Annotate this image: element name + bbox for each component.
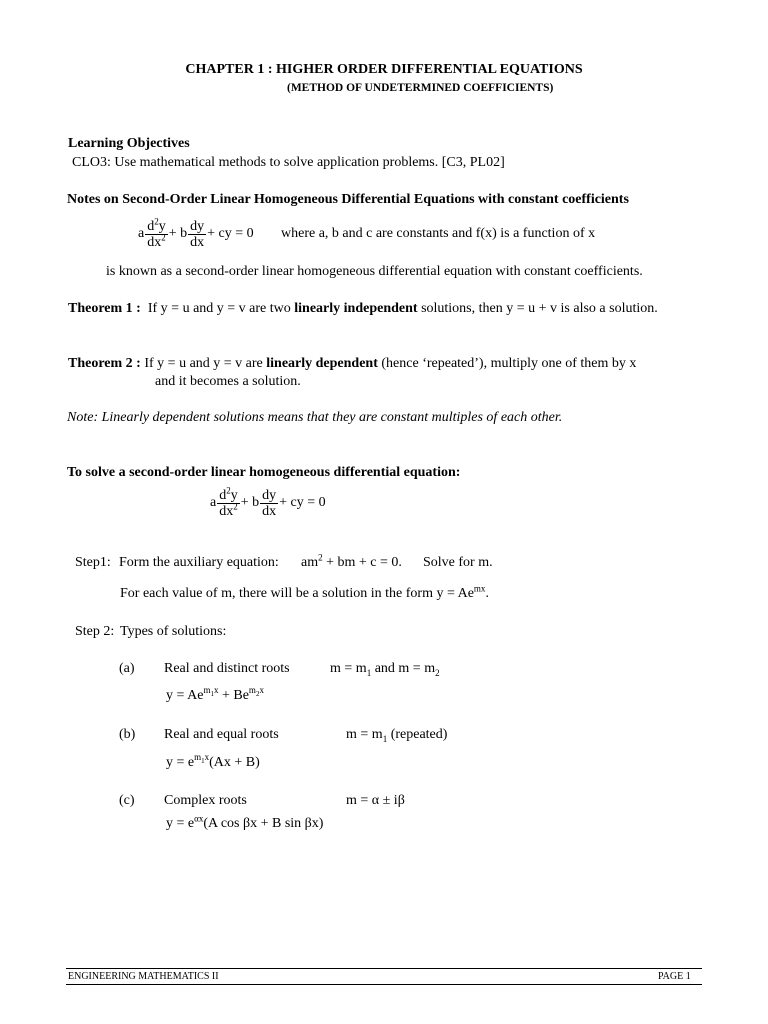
theorem-1 (68, 300, 700, 318)
note-text: Note: Linearly dependent solutions means that they are constant multiples of each other. (67, 410, 563, 425)
case-b-solution: $y = e^{m_1x}(Ax + B)$ (166, 752, 260, 770)
case-b-desc: Real and equal roots (164, 727, 279, 742)
theorem-1-post: solutions, then y = u + v is also a solution. (417, 301, 658, 316)
case-b-condition: $m = m_1$ (repeated) (346, 727, 448, 744)
step1-line2: For each value of m, there will be a solution in the form $y = Ae^{mx}$. (120, 583, 489, 601)
case-a-condition: $m = m_1$ and $m = m_2$ (330, 661, 440, 678)
step2-text: Types of solutions: (120, 624, 227, 639)
objectives-clo: CLO3: Use mathematical methods to solve application problems. [C3, PL02] (72, 155, 505, 170)
ode-equation: a $\frac{d^2y}{dx^2}$ + b $\frac{dy}{dx}$ + cy = 0 (138, 215, 254, 250)
theorem-2 (68, 356, 636, 372)
case-a-desc: Real and distinct roots (164, 661, 290, 676)
footer-rule-top (66, 968, 702, 969)
step2-label: Step 2: (75, 624, 115, 639)
case-c-condition: m = α ± iβ (346, 793, 405, 808)
footer-left: ENGINEERING MATHEMATICS II (68, 971, 219, 982)
step1-label: Step1: (75, 555, 111, 570)
theorem-1-label: Theorem 1 : (68, 301, 141, 316)
page-subtitle: (METHOD OF UNDETERMINED COEFFICIENTS) (287, 82, 554, 94)
footer-rule-bottom (66, 984, 702, 985)
case-a-solution: $y = Ae^{m_1x} + Be^{m_2x}$ (166, 685, 264, 703)
theorem-1-pre: If y = u and y = v are two (147, 301, 295, 316)
known-as-text: is known as a second-order linear homogeneous differential equation with constant coefficients. (106, 264, 643, 279)
theorem-2-line2: and it becomes a solution. (155, 374, 301, 389)
theorem-2-label: Theorem 2 : (68, 356, 141, 371)
auxiliary-equation: $am^2$ + bm + c = 0. (301, 552, 402, 570)
theorem-2-emph: linearly dependent (266, 356, 378, 371)
theorem-2-pre: If y = u and y = v are (144, 356, 267, 371)
solve-heading: To solve a second-order linear homogeneous differential equation: (67, 465, 461, 480)
footer-page-number: PAGE 1 (658, 971, 691, 982)
case-c-label: (c) (119, 793, 135, 808)
page-title: CHAPTER 1 : HIGHER ORDER DIFFERENTIAL EQUATIONS (185, 62, 583, 77)
ode-where-text: where a, b and c are constants and f(x) is a function of x (281, 226, 596, 241)
step1-text: Form the auxiliary equation: (119, 555, 279, 570)
notes-heading: Notes on Second-Order Linear Homogeneous Differential Equations with constant coefficients (67, 192, 629, 207)
step1-solve: Solve for m. (423, 555, 493, 570)
case-b-label: (b) (119, 727, 136, 742)
objectives-heading: Learning Objectives (68, 136, 190, 151)
theorem-2-post: (hence ‘repeated’), multiply one of them by x (377, 356, 637, 371)
case-c-desc: Complex roots (164, 793, 247, 808)
ode-equation-2: a $\frac{d^2y}{dx^2}$ + b $\frac{dy}{dx}$ + cy = 0 (210, 484, 326, 519)
theorem-1-emph: linearly independent (294, 301, 418, 316)
case-a-label: (a) (119, 661, 135, 676)
case-c-solution: $y = e^{\alpha x}(A$ cos βx + B sin βx) (166, 813, 324, 831)
